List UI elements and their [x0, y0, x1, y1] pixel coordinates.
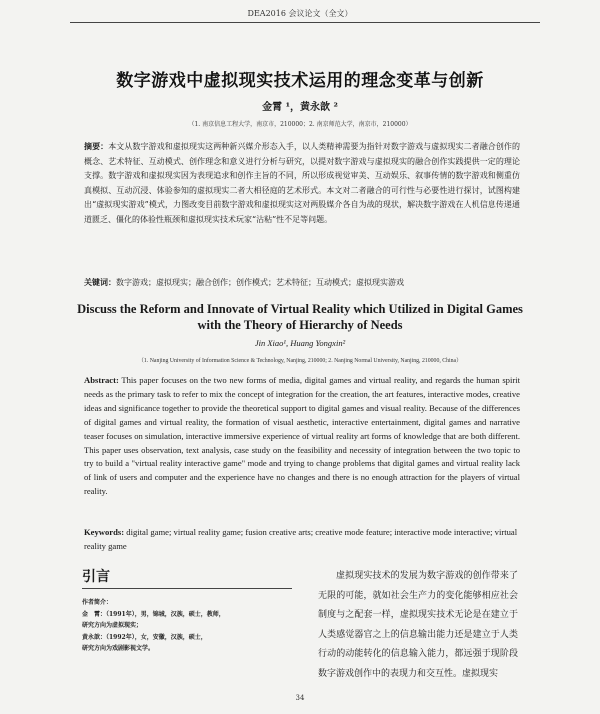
english-affiliation: （1. Nanjing University of Information Science & Technology, Nanjing, 210000; 2. Nanjing Normal University, Nanjing, 210000, China）: [138, 358, 462, 364]
chinese-abstract: [84, 140, 520, 228]
english-abstract-text: This paper focuses on the two new forms of media, digital games and virtual reality, and regards the human spirit needs as the primary task to refer to mix the concept of integration for the creation, the art features, interactive modes, creative ideas and significance together to provide the theoretical support to digital games and visual reality. Because of the differences of digital games and virtual reality, the formation of visual aesthetic, interactive entertainment, digital games and narrative teaser focuses on simulation, interactive immersive experience of virtual reality art forms of knowledge that are both different. This paper uses observation, text analysis, case study on the feasibility and necessity of integration between the two topic to try to build a "virtual reality interactive game" mode and trying to change problems that digital games and virtual reality lack of link of users and computer and the experience have no changes and there is no enough attraction for the players of virtual reality.: [84, 375, 520, 497]
chinese-keywords-text: 数字游戏；虚拟现实；融合创作；创作模式；艺术特征；互动模式；虚拟现实游戏: [116, 278, 404, 287]
page-number: 34: [295, 694, 305, 702]
english-keywords-text: digital game; virtual reality game; fusion creative arts; creative mode feature; interactive mode interactive; virtual reality game: [84, 527, 518, 551]
chinese-abstract-text: 本文从数字游戏和虚拟现实这两种新兴媒介形态入手，以人类精神需要为指针对数字游戏与虚拟现实二者融合创作的概念、艺术特征、互动模式、创作理念和意义进行分析与研究，以提对数字游戏与虚拟现实的融合创作实践提供一定的理论支撑。数字游戏和虚拟现实因为表现追求和创作主旨的不同，所以形成视觉审美、互动娱乐、叙事传情的数字游戏和侧重仿真模拟、互动沉浸、体验参知的虚拟现实二者大相径庭的艺术形式。本文对二者融合的可行性与必要性进行探讨，试图构建出“虚拟现实游戏”模式，力图改变目前数字游戏和虚拟现实这对两股媒介各自为战的现状，解决数字游戏在人机信息传递通道匮乏、僵化的体验性瓶颈和虚拟现实技术玩家“沾粘”性不足等问题。: [84, 142, 521, 224]
chinese-affiliation: （1. 南京信息工程大学，南京市，210000；2. 南京师范大学，南京市，210000）: [188, 121, 412, 128]
running-head: DEA2016 会议论文（全文）: [247, 9, 353, 18]
author-note-line: 作者简介：: [82, 599, 113, 606]
chinese-title: 数字游戏中虚拟现实技术运用的理念变革与创新: [116, 71, 484, 91]
author-note-line: 研究方向为虚拟现实；: [82, 622, 143, 630]
author-notes: [82, 597, 292, 655]
body-text-column: 虚拟现实技术的发展为数字游戏的创作带来了无限的可能，就如社会生产力的变化能够相应社会制度与之配套一样，虚拟现实技术无论是在建立于人类感觉器官之上的信息输出能力还是建立于人类行动的动能转化的信息输入能力，都远强于现阶段数字游戏创作中的表现力和交互性。虚拟现实: [318, 571, 518, 679]
english-keywords-label: Keywords:: [84, 527, 125, 537]
author-note-line: 金 霄：（1991年），男，锦城，汉族，硕士，教师，: [82, 610, 225, 618]
english-authors: Jin Xiao¹, Huang Yongxin²: [254, 338, 346, 348]
author-note-line: 研究方向为戏剧影视文学。: [82, 645, 155, 653]
chinese-abstract-label: 摘要：: [84, 142, 109, 151]
english-abstract: [84, 374, 520, 499]
english-keywords: [84, 526, 520, 554]
chinese-keywords-label: 关键词：: [84, 278, 116, 287]
section-rule: [82, 588, 292, 589]
section-heading-introduction: 引言: [82, 569, 110, 585]
chinese-authors: 金霄 ¹，黄永歆 ²: [262, 102, 338, 113]
chinese-keywords: [84, 277, 520, 289]
english-title: Discuss the Reform and Innovate of Virtual Reality which Utilized in Digital Games with the Theory of Hierarchy of Needs: [77, 302, 523, 332]
english-abstract-label: Abstract:: [84, 375, 119, 385]
header-rule: [70, 22, 540, 23]
author-note-line: 黄永歆：（1992年），女，安徽，汉族，硕士，: [82, 633, 207, 641]
